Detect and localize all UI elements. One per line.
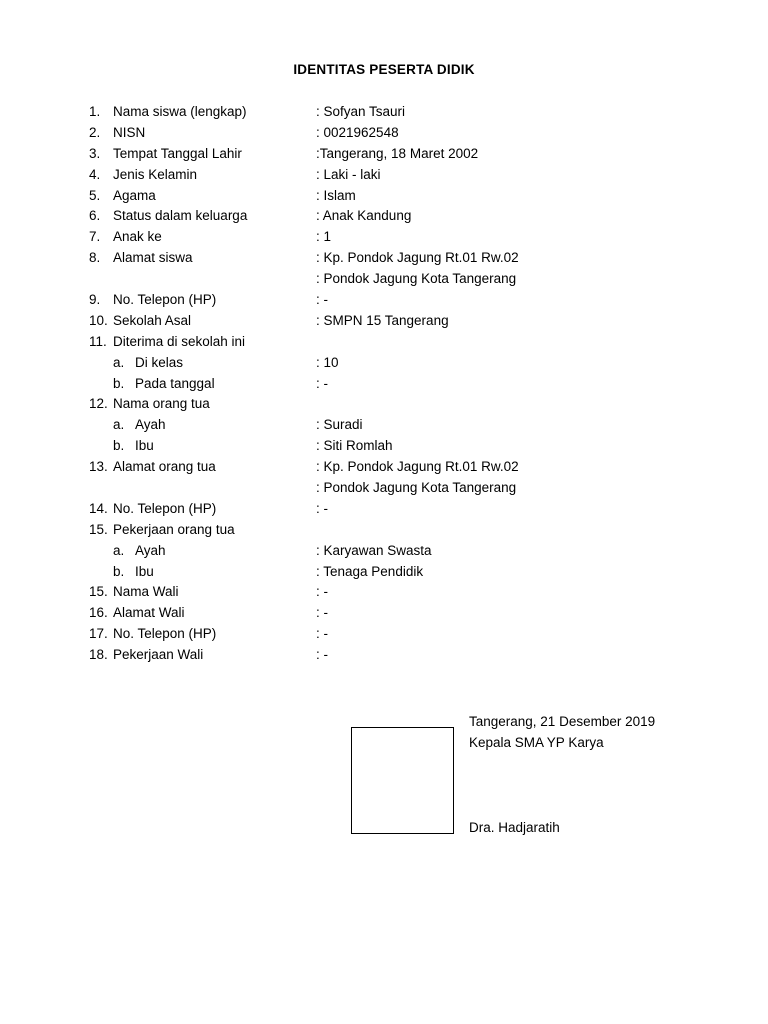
item-number: 10. xyxy=(89,312,108,328)
item-value: : Karyawan Swasta xyxy=(316,542,432,558)
item-value: : Siti Romlah xyxy=(316,438,393,454)
item-label: Sekolah Asal xyxy=(113,312,192,328)
item-row xyxy=(0,102,768,123)
item-label: Alamat siswa xyxy=(113,250,193,266)
item-row xyxy=(0,206,768,227)
item-number: 3. xyxy=(89,145,101,161)
signature-name: Dra. Hadjaratih xyxy=(469,820,560,835)
item-label: No. Telepon (HP) xyxy=(113,626,217,642)
item-value: : - xyxy=(316,292,328,308)
sub-item-row xyxy=(0,436,768,457)
continuation-row xyxy=(0,478,768,499)
sub-item-label: Di kelas xyxy=(135,354,184,370)
item-row xyxy=(0,603,768,624)
item-number: 15. xyxy=(89,584,108,600)
item-number: 18. xyxy=(89,647,108,663)
item-value: : 10 xyxy=(316,354,339,370)
item-row xyxy=(0,520,768,541)
item-number: 5. xyxy=(89,187,101,203)
item-value: : Islam xyxy=(316,187,356,203)
sub-item-letter: b. xyxy=(113,563,125,579)
sub-item-letter: b. xyxy=(113,438,125,454)
item-label: Diterima di sekolah ini xyxy=(113,333,246,349)
item-value: : Tenaga Pendidik xyxy=(316,563,424,579)
item-number: 9. xyxy=(89,292,101,308)
item-value: : Pondok Jagung Kota Tangerang xyxy=(316,480,517,496)
item-number: 2. xyxy=(89,124,101,140)
item-value: : Suradi xyxy=(316,417,363,433)
item-number: 14. xyxy=(89,500,108,516)
item-label: Agama xyxy=(113,187,156,203)
item-row xyxy=(0,582,768,603)
item-number: 4. xyxy=(89,166,101,182)
item-row xyxy=(0,144,768,165)
item-label: Tempat Tanggal Lahir xyxy=(113,145,242,161)
item-number: 12. xyxy=(89,396,108,412)
sub-item-row xyxy=(0,415,768,436)
item-row xyxy=(0,311,768,332)
item-label: Nama siswa (lengkap) xyxy=(113,104,247,119)
item-value: : - xyxy=(316,500,328,516)
item-number: 1. xyxy=(89,104,101,119)
item-row xyxy=(0,248,768,269)
sub-item-row xyxy=(0,541,768,562)
photo-placeholder-box xyxy=(351,727,454,834)
item-row xyxy=(0,624,768,645)
item-number: 17. xyxy=(89,626,108,642)
item-value: : - xyxy=(316,584,328,600)
sub-item-row xyxy=(0,374,768,395)
sub-item-letter: a. xyxy=(113,354,125,370)
item-label: Pekerjaan Wali xyxy=(113,647,204,663)
item-row xyxy=(0,290,768,311)
continuation-row xyxy=(0,269,768,290)
sub-item-label: Ayah xyxy=(135,417,166,433)
sub-item-row xyxy=(0,353,768,374)
item-number: 8. xyxy=(89,250,101,266)
item-label: Alamat Wali xyxy=(113,605,185,621)
item-row xyxy=(0,394,768,415)
item-row xyxy=(0,186,768,207)
item-label: No. Telepon (HP) xyxy=(113,500,217,516)
item-value: : - xyxy=(316,605,328,621)
item-row xyxy=(0,645,768,666)
document-title: IDENTITAS PESERTA DIDIK xyxy=(293,62,475,77)
item-row xyxy=(0,457,768,478)
item-value: : Kp. Pondok Jagung Rt.01 Rw.02 xyxy=(316,250,519,266)
item-label: No. Telepon (HP) xyxy=(113,292,217,308)
item-number: 6. xyxy=(89,208,101,224)
item-value: : Laki - laki xyxy=(316,166,381,182)
item-value: : 0021962548 xyxy=(316,124,399,140)
item-value: : Kp. Pondok Jagung Rt.01 Rw.02 xyxy=(316,459,519,475)
signature-position: Kepala SMA YP Karya xyxy=(469,735,604,750)
item-label: Alamat orang tua xyxy=(113,459,216,475)
identity-list xyxy=(0,102,768,666)
signature-place-date: Tangerang, 21 Desember 2019 xyxy=(469,714,656,729)
item-row xyxy=(0,332,768,353)
sub-item-letter: a. xyxy=(113,417,125,433)
sub-item-label: Ayah xyxy=(135,542,166,558)
sub-item-row xyxy=(0,562,768,583)
item-label: Pekerjaan orang tua xyxy=(113,521,235,537)
item-number: 11. xyxy=(89,333,107,349)
sub-item-label: Pada tanggal xyxy=(135,375,215,391)
item-label: Jenis Kelamin xyxy=(113,166,198,182)
item-row xyxy=(0,123,768,144)
item-value: : SMPN 15 Tangerang xyxy=(316,312,449,328)
item-row xyxy=(0,165,768,186)
item-value: : - xyxy=(316,375,328,391)
item-value: :Tangerang, 18 Maret 2002 xyxy=(316,145,479,161)
item-value: : Pondok Jagung Kota Tangerang xyxy=(316,271,517,287)
item-value: : - xyxy=(316,626,328,642)
item-label: Anak ke xyxy=(113,229,162,245)
item-value: : 1 xyxy=(316,229,332,245)
item-row xyxy=(0,499,768,520)
sub-item-label: Ibu xyxy=(135,438,154,454)
item-number: 7. xyxy=(89,229,101,245)
sub-item-letter: a. xyxy=(113,542,125,558)
item-label: NISN xyxy=(113,124,146,140)
sub-item-letter: b. xyxy=(113,375,125,391)
item-label: Status dalam keluarga xyxy=(113,208,248,224)
item-label: Nama Wali xyxy=(113,584,179,600)
item-value: : - xyxy=(316,647,328,663)
item-value: : Sofyan Tsauri xyxy=(316,104,406,119)
item-label: Nama orang tua xyxy=(113,396,210,412)
item-number: 15. xyxy=(89,521,108,537)
item-number: 13. xyxy=(89,459,108,475)
item-row xyxy=(0,227,768,248)
item-value: : Anak Kandung xyxy=(316,208,412,224)
sub-item-label: Ibu xyxy=(135,563,154,579)
item-number: 16. xyxy=(89,605,108,621)
